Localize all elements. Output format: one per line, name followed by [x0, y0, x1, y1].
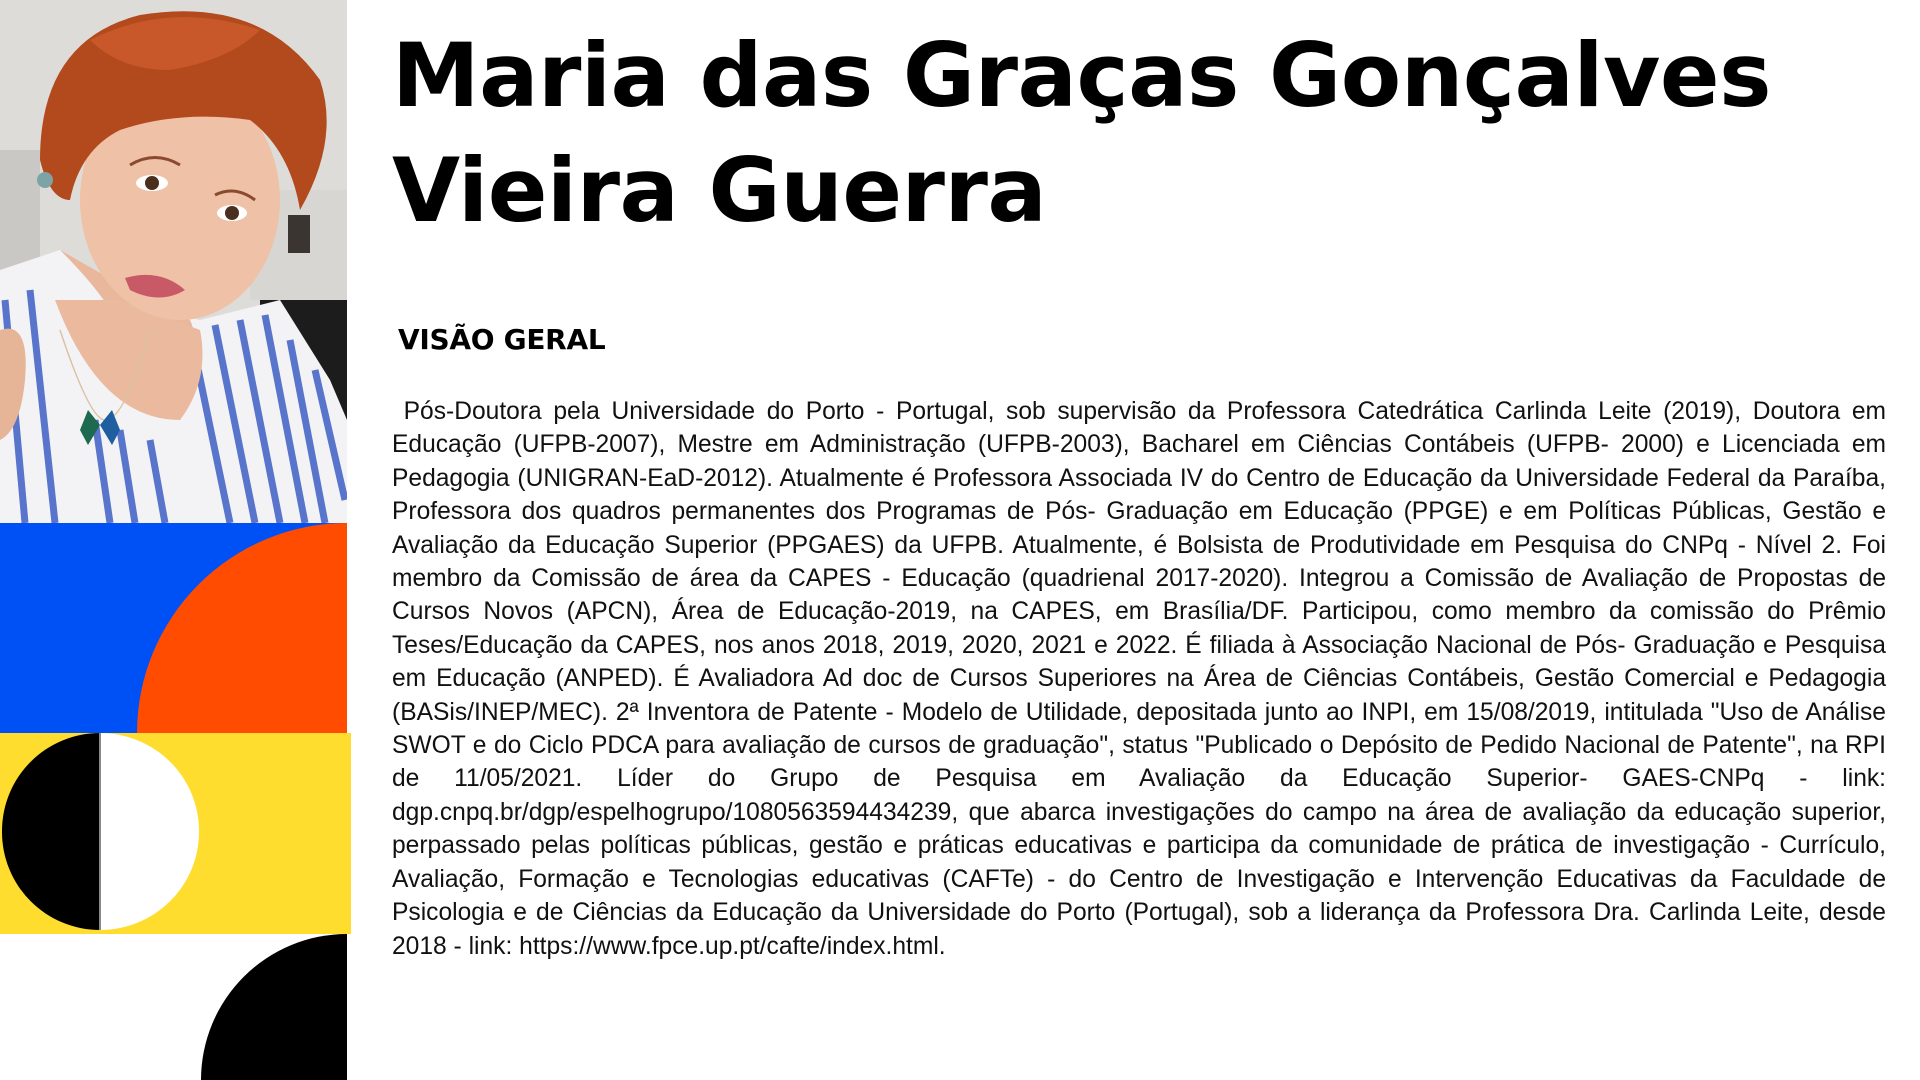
- section-heading: VISÃO GERAL: [398, 323, 606, 356]
- circle-divider-line: [99, 733, 101, 930]
- name-line-1: Maria das Graças Gonçalves: [392, 24, 1771, 127]
- yellow-block: [0, 733, 351, 934]
- name-line-2: Vieira Guerra: [392, 139, 1047, 242]
- white-block: [0, 934, 347, 1080]
- black-quarter-circle: [201, 934, 347, 1080]
- page-title: [392, 18, 1892, 248]
- portrait-illustration: [0, 0, 347, 523]
- bio-paragraph: Pós-Doutora pela Universidade do Porto - Portugal, sob supervisão da Professora Catedrática Carlinda Leite (2019), Doutora em Educação (UFPB-2007), Mestre em Administração (UFPB-2003), Bacharel em Ciências Contábeis (UFPB- 2000) e Licenciada em Pedagogia (UNIGRAN-EaD-2012). Atualmente é Professora Associada IV do Centro de Educação da Universidade Federal da Paraíba, Professora dos quadros permanentes dos Programas de Pós- Graduação em Educação (PPGE) e em Políticas Públicas, Gestão e Avaliação da Educação Superior (PPGAES) da UFPB. Atualmente, é Bolsista de Produtividade em Pesquisa do CNPq - Nível 2. Foi membro da Comissão de área da CAPES - Educação (quadrienal 2017-2020). Integrou a Comissão de Avaliação de Propostas de Cursos Novos (APCN), Área de Educação-2019, na CAPES, em Brasília/DF. Participou, como membro da comissão do Prêmio Teses/Educação da CAPES, nos anos 2018, 2019, 2020, 2021 e 2022. É filiada à Associação Nacional de Pós- Graduação e Pesquisa em Educação (ANPED). É Avaliadora Ad doc de Cursos Superiores na Área de Ciências Contábeis, Gestão Comercial e Pedagogia (BASis/INEP/MEC). 2ª Inventora de Patente - Modelo de Utilidade, depositada junto ao INPI, em 15/08/2019, intitulada "Uso de Análise SWOT e do Ciclo PDCA para avaliação de cursos de graduação", status "Publicado o Depósito de Pedido Nacional de Patente", na RPI de 11/05/2021. Líder do Grupo de Pesquisa em Avaliação da Educação Superior- GAES-CNPq - link: dgp.cnpq.br/dgp/espelhogrupo/1080563594434239, que abarca investigações do campo na área de avaliação da educação superior, perpassado pelas políticas públicas, gestão e práticas educativas e participa da comunidade de prática de investigação - Currículo, Avaliação, Formação e Tecnologias educativas (CAFTe) - do Centro de Investigação e Intervenção Educativas da Faculdade de Psicologia e de Ciências da Educação da Universidade do Porto (Portugal), sob a liderança da Professora Dra. Carlinda Leite, desde 2018 - link: https://www.fpce.up.pt/cafte/index.html.: [392, 398, 1893, 960]
- profile-photo: [0, 0, 347, 523]
- blue-orange-block: [0, 523, 347, 733]
- decorative-left-panel: [0, 0, 352, 1080]
